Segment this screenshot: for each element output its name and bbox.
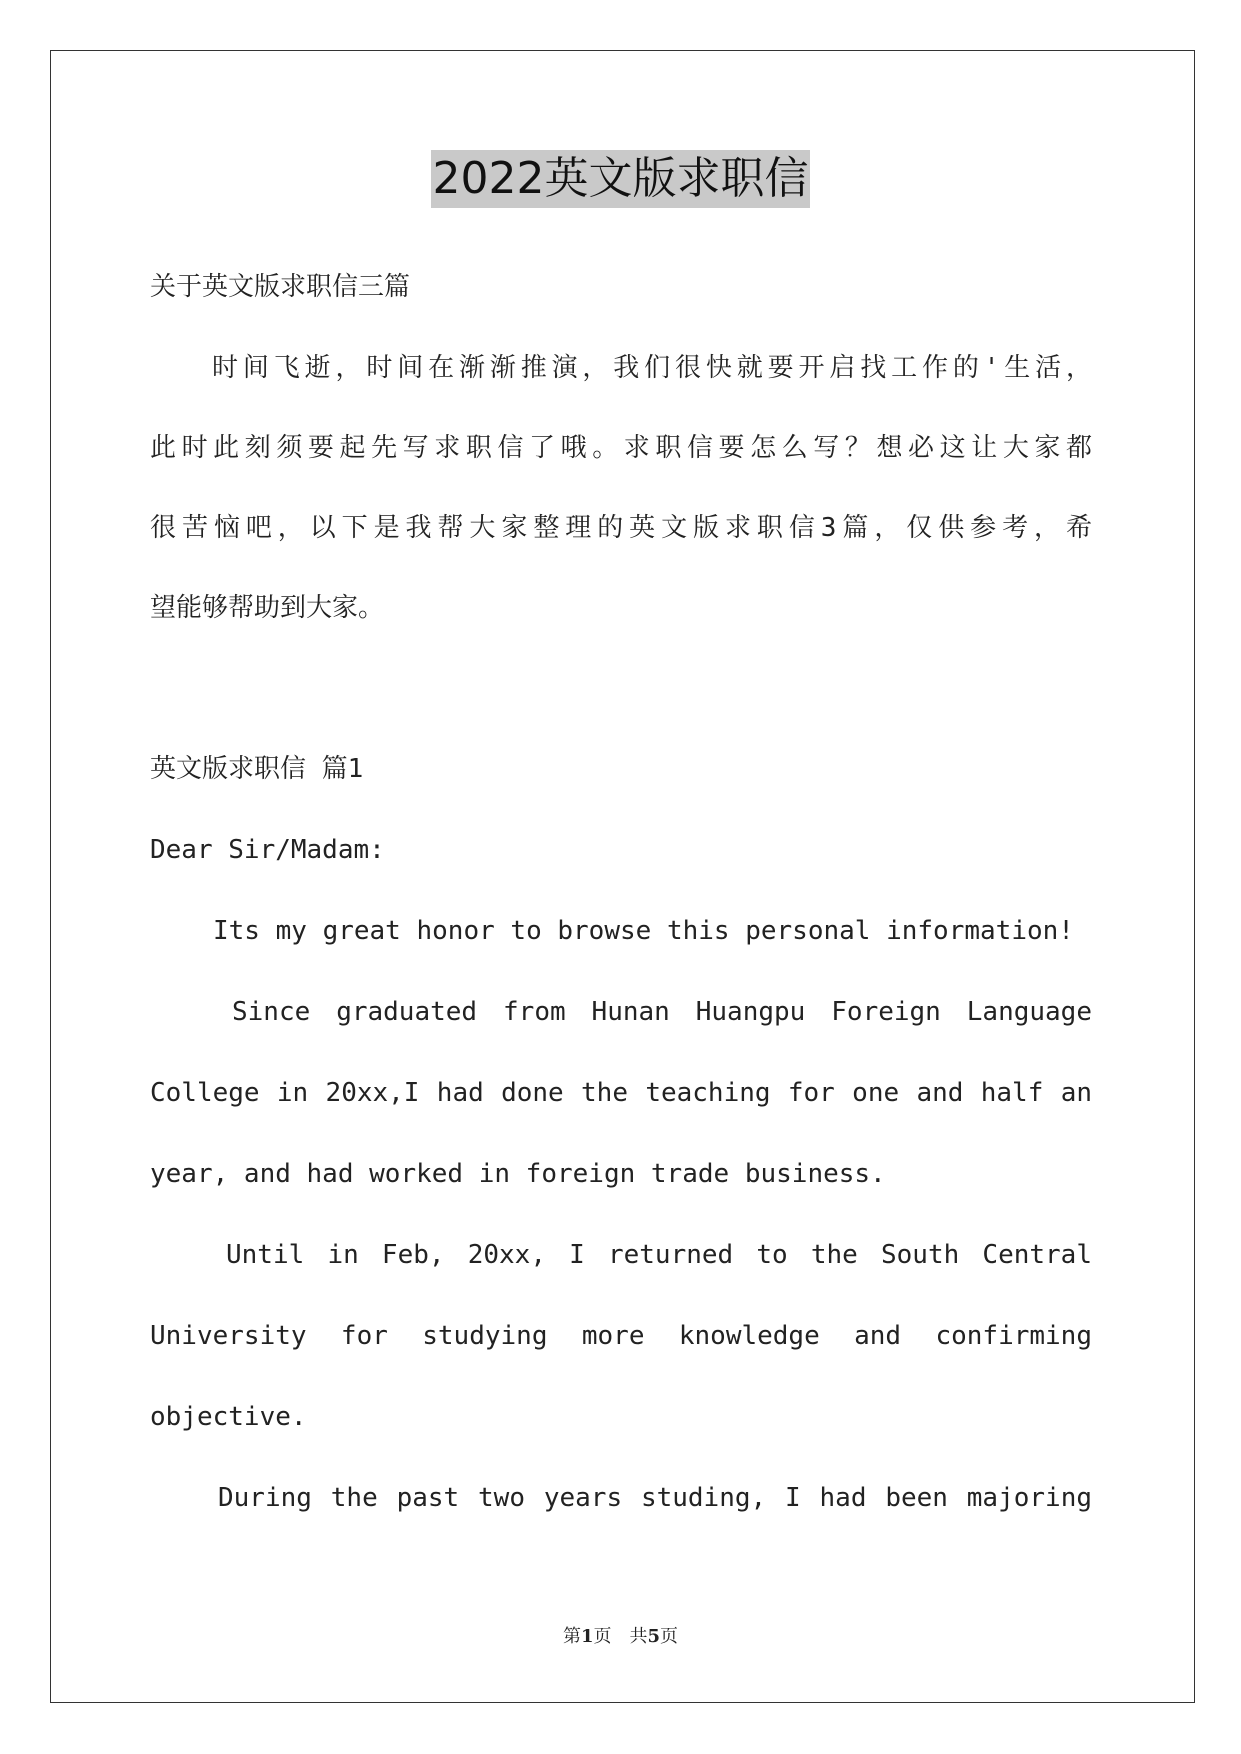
letter-line-4: year, and had worked in foreign trade business.	[150, 1159, 886, 1189]
footer-middle: 页 共	[593, 1626, 648, 1647]
letter-line-1: Its my great honor to browse this personal information!	[213, 916, 1074, 946]
letter-line-8: During the past two years studing, I had been majoring	[218, 1483, 1092, 1513]
letter-line-3: College in 20xx,I had done the teaching for one and half an	[150, 1078, 1092, 1108]
letter-line-7: objective.	[150, 1402, 307, 1432]
letter-line-2: Since graduated from Hunan Huangpu Foreign Language	[232, 997, 1092, 1027]
letter-line-6: University for studying more knowledge and confirming	[150, 1321, 1092, 1351]
section-heading: 英文版求职信 篇1	[150, 754, 364, 784]
title-wrap	[0, 150, 1241, 208]
footer-current-page: 1	[580, 1626, 594, 1647]
footer-suffix: 页	[660, 1626, 679, 1647]
intro-line-3: 很苦恼吧，以下是我帮大家整理的英文版求职信3篇，仅供参考，希	[150, 513, 1092, 543]
letter-line-5: Until in Feb, 20xx, I returned to the South Central	[226, 1240, 1092, 1270]
subtitle: 关于英文版求职信三篇	[150, 272, 411, 302]
footer-prefix: 第	[562, 1626, 581, 1647]
footer-total-pages: 5	[647, 1626, 661, 1647]
intro-line-2: 此时此刻须要起先写求职信了哦。求职信要怎么写？想必这让大家都	[150, 433, 1092, 463]
document-title: 2022英文版求职信	[431, 150, 811, 208]
page-footer	[0, 1622, 1241, 1648]
intro-line-1: 时间飞逝，时间在渐渐推演，我们很快就要开启找工作的'生活，	[212, 353, 1092, 383]
intro-line-4: 望能够帮助到大家。	[150, 593, 385, 623]
salutation: Dear Sir/Madam:	[150, 835, 385, 865]
